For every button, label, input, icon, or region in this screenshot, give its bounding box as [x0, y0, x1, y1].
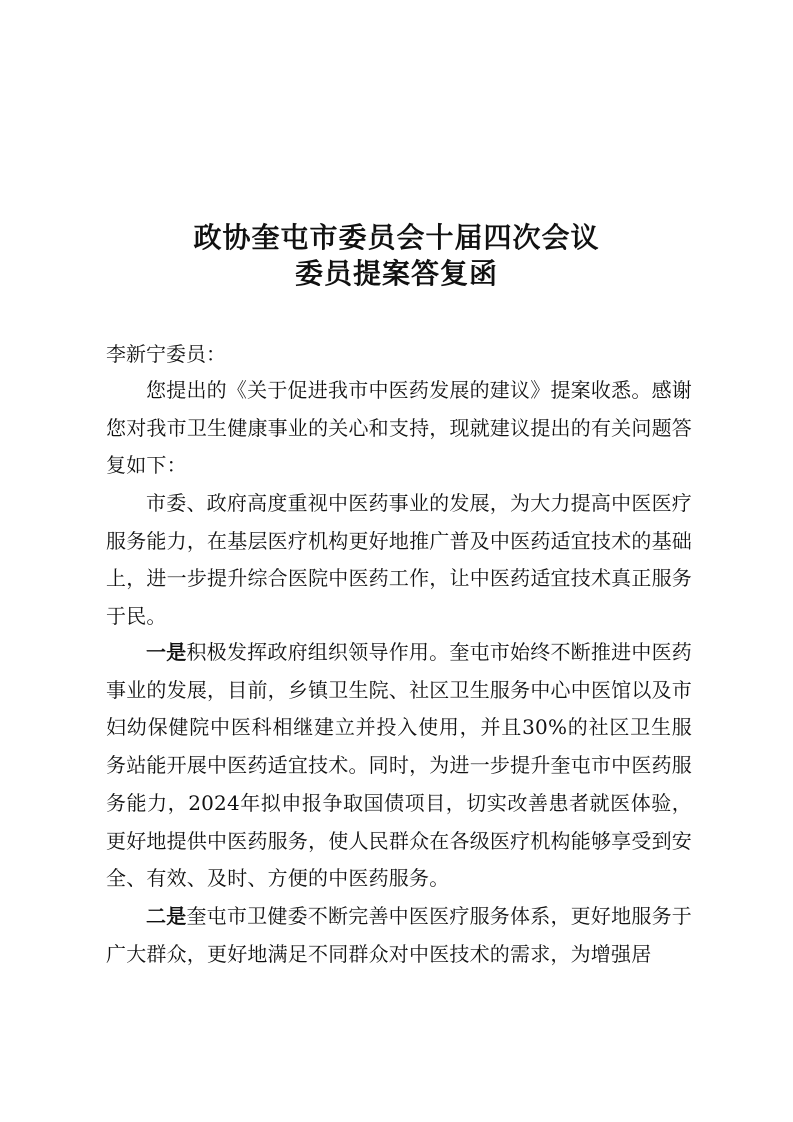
- document-title-line1: 政协奎屯市委员会十届四次会议: [193, 221, 600, 254]
- paragraph-text: 积极发挥政府组织领导作用。奎屯市始终不断推进中医药事业的发展，目前，乡镇卫生院、社区卫生服务中心中医馆以及市妇幼保健院中医科相继建立并投入使用，并且30%的社区卫生服务站能开展中医药适宜技术。同时，为进一步提升奎屯市中医药服务能力，2024年拟申报争取国债项目，切实改善患者就医体验，更好地提供中医药服务，使人民群众在各级医疗机构能够享受到安全、有效、及时、方便的中医药服务。: [106, 640, 693, 891]
- paragraph-lead: 一是: [146, 640, 187, 664]
- paragraph-text: 奎屯市卫健委不断完善中医医疗服务体系，更好地服务于广大群众，更好地满足不同群众对中医技术的需求，为增强居: [106, 904, 693, 966]
- paragraph-text: 您提出的《关于促进我市中医药发展的建议》提案收悉。感谢您对我市卫生健康事业的关心和支持，现就建议提出的有关问题答复如下：: [106, 378, 692, 478]
- document-title-line2: 委员提案答复函: [294, 257, 498, 290]
- paragraph-intro: [106, 372, 692, 485]
- salutation: 李新宁委员：: [106, 342, 226, 366]
- paragraph-point-two: [106, 898, 692, 973]
- paragraph-text: 市委、政府高度重视中医药事业的发展，为大力提高中医医疗服务能力，在基层医疗机构更好地推广普及中医药适宜技术的基础上，进一步提升综合医院中医药工作，让中医药适宜技术真正服务于民。: [106, 491, 692, 629]
- paragraph-point-one: [106, 634, 692, 898]
- paragraph-lead: 二是: [146, 904, 187, 928]
- paragraph-overview: [106, 485, 692, 636]
